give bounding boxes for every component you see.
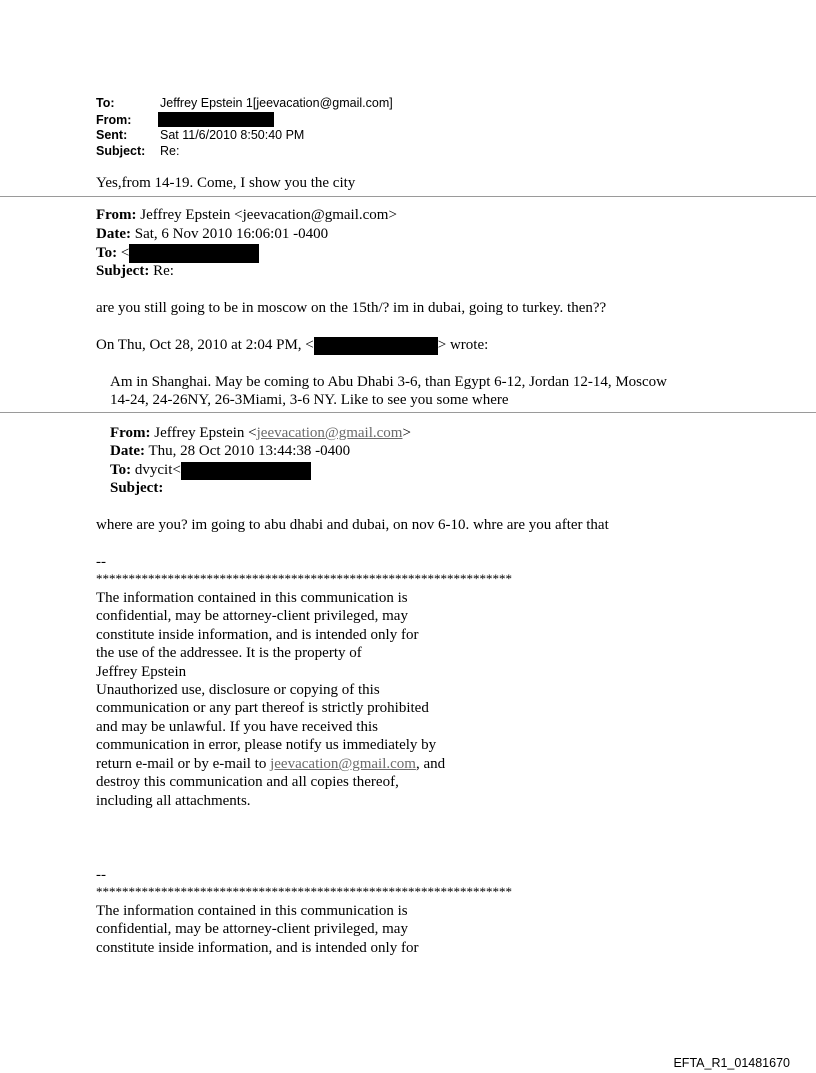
disclaimer-line: including all attachments. — [96, 793, 251, 809]
to-value: Jeffrey Epstein 1[jeevacation@gmail.com] — [160, 96, 393, 110]
disclaimer-line: constitute inside information, and is intended only for — [96, 940, 419, 956]
from-label: From: — [96, 113, 132, 127]
disclaimer-line: return e-mail or by e-mail to jeevacation@gmail.com, and — [96, 756, 446, 772]
disclaimer-line: confidential, may be attorney-client privileged, may — [96, 608, 408, 624]
msg2-date: Date: Sat, 6 Nov 2010 16:06:01 -0400 — [96, 226, 329, 242]
asterisk-rule: **************************************************************** — [96, 571, 512, 586]
disclaimer-line: Jeffrey Epstein — [96, 664, 187, 680]
divider — [0, 412, 816, 413]
asterisk-rule: **************************************************************** — [96, 884, 512, 899]
to-label: To: — [96, 96, 115, 110]
msg3-to: To: dvycit< — [110, 461, 311, 480]
signature-dashes: -- — [96, 554, 106, 570]
reply-body: Yes,from 14-19. Come, I show you the city — [96, 175, 356, 191]
msg3-subject: Subject: — [110, 480, 164, 496]
disclaimer-line: the use of the addressee. It is the property of — [96, 645, 362, 661]
quote-intro: On Thu, Oct 28, 2010 at 2:04 PM, < > wrote: — [96, 337, 489, 353]
email-link[interactable]: jeevacation@gmail.com — [256, 425, 403, 441]
sent-value: Sat 11/6/2010 8:50:40 PM — [160, 128, 305, 142]
msg2-subject: Subject: Re: — [96, 263, 174, 279]
disclaimer-line: destroy this communication and all copies thereof, — [96, 774, 399, 790]
sent-label: Sent: — [96, 128, 128, 142]
msg3-date: Date: Thu, 28 Oct 2010 13:44:38 -0400 — [110, 443, 351, 459]
disclaimer-line: and may be unlawful. If you have received this — [96, 719, 378, 735]
disclaimer-line: communication in error, please notify us immediately by — [96, 737, 437, 753]
document-id: EFTA_R1_01481670 — [673, 1056, 790, 1070]
msg2-body: are you still going to be in moscow on the 15th/? im in dubai, going to turkey. then?? — [96, 300, 607, 316]
quoted-line: 14-24, 24-26NY, 26-3Miami, 3-6 NY. Like to see you some where — [110, 392, 509, 408]
quoted-line: Am in Shanghai. May be coming to Abu Dhabi 3-6, than Egypt 6-12, Jordan 12-14, Moscow — [110, 374, 668, 390]
disclaimer-line: The information contained in this communication is — [96, 590, 408, 606]
disclaimer-line: constitute inside information, and is intended only for — [96, 627, 419, 643]
subject-label: Subject: — [96, 144, 146, 158]
subject-value: Re: — [160, 144, 180, 158]
redaction-box — [181, 462, 311, 480]
msg3-body: where are you? im going to abu dhabi and dubai, on nov 6-10. whre are you after that — [96, 517, 609, 533]
disclaimer-line: communication or any part thereof is strictly prohibited — [96, 700, 429, 716]
disclaimer-line: confidential, may be attorney-client privileged, may — [96, 921, 408, 937]
msg3-from: From: Jeffrey Epstein <jeevacation@gmail.com> — [110, 425, 411, 441]
email-link[interactable]: jeevacation@gmail.com — [270, 756, 416, 772]
msg2-from: From: Jeffrey Epstein <jeevacation@gmail.com> — [96, 207, 397, 223]
disclaimer-line: Unauthorized use, disclosure or copying of this — [96, 682, 380, 698]
disclaimer-line: The information contained in this communication is — [96, 903, 408, 919]
msg2-to: To: < — [96, 244, 259, 263]
divider — [0, 196, 816, 197]
signature-dashes: -- — [96, 867, 106, 883]
redaction-box — [314, 337, 438, 355]
redaction-box — [129, 244, 259, 263]
redaction-box — [158, 112, 274, 127]
